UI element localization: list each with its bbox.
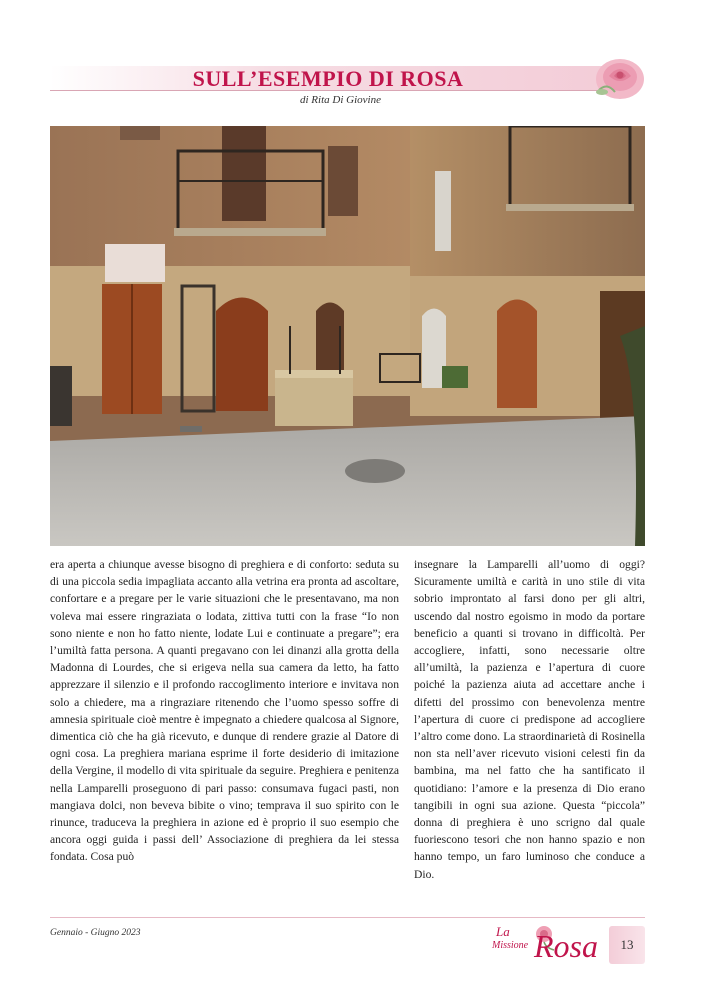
brand-missione: Missione	[492, 940, 529, 951]
article-column-left	[50, 556, 399, 866]
magazine-logo	[488, 922, 606, 968]
article-title: SULL’ESEMPIO DI ROSA	[192, 66, 464, 91]
brand-la: La	[496, 924, 510, 939]
page-number-box	[609, 926, 645, 964]
footer-divider	[50, 917, 645, 918]
rose-icon	[593, 52, 647, 102]
page-number: 13	[620, 937, 634, 952]
article-author: di Rita Di Giovine	[300, 94, 381, 106]
article-column-right	[414, 556, 645, 883]
courtyard-photo	[50, 126, 645, 546]
article-paragraph: era aperta a chiunque avesse bisogno di preghiera e di conforto: seduta su di una piccola sedia impagliata accanto alla vetrina era pronta ad ascoltare, confortare e a pregare per le varie situazioni che le presentavano, ma non voleva mai essere ringraziata o lodata, zittiva tutti con la frase “Io non sono niente e non ho fatto niente, lodate Lui e continuate a pregare”; era l’umiltà fatta persona. A quanti pregavano con lei dinanzi alla grotta della Madonna di Lourdes, che si erigeva nella sua camera da letto, ha fatto apprezzare il silenzio e il profondo raccoglimento interiore e invitava non solo a chiedere, ma a ringraziare ritenendo che l’uomo spesso soffre di amnesia spirituale cioè mentre è impegnato a chiedere qualcosa al Signore, dimentica ciò che ha già ricevuto, e dunque di rendere grazie al Datore di ogni cosa. La preghiera mariana esprime il forte desiderio di imitazione della Vergine, il modello di vita spirituale da seguire. Preghiera e penitenza nella Lamparelli proseguono di pari passo: consumava fugaci pasti, non mangiava dolci, non beveva bibite o vino; temprava il suo spirito con le rinunce, traduceva la preghiera in azione ed è proprio il suo esempio che ancora oggi guida i passi dell’ Associazione di preghiera da lei stessa fondata. Cosa può	[50, 558, 399, 864]
issue-date: Gennaio - Giugno 2023	[50, 928, 141, 938]
brand-rosa: Rosa	[534, 928, 598, 964]
article-paragraph: insegnare la Lamparelli all’uomo di oggi? Sicuramente umiltà e carità in uno stile di vita sobrio improntato al farsi dono per gli altri, uscendo dal nostro egoismo in modo da portare beneficio a quanti si trovano in difficoltà. Per accogliere, infatti, sono necessarie oltre all’umiltà, la pazienza e l’apertura di cuore poiché la pazienza aiuta ad accettare anche i difetti del prossimo con benevolenza mentre l’apertura di cuore ci predispone ad accogliere l’altro come dono. La straordinarietà di Rosinella non sta nell’aver ricevuto visioni celesti fin da bambina, ma nel fatto che ha santificato il quotidiano: l’amore e la presenza di Dio erano tangibili in ogni sua azione. Questa “piccola” donna di preghiera è uno scrigno dal quale fuoriescono tesori che non hanno spazio e non hanno tempo, un faro luminoso che conduce a Dio.	[414, 558, 645, 881]
